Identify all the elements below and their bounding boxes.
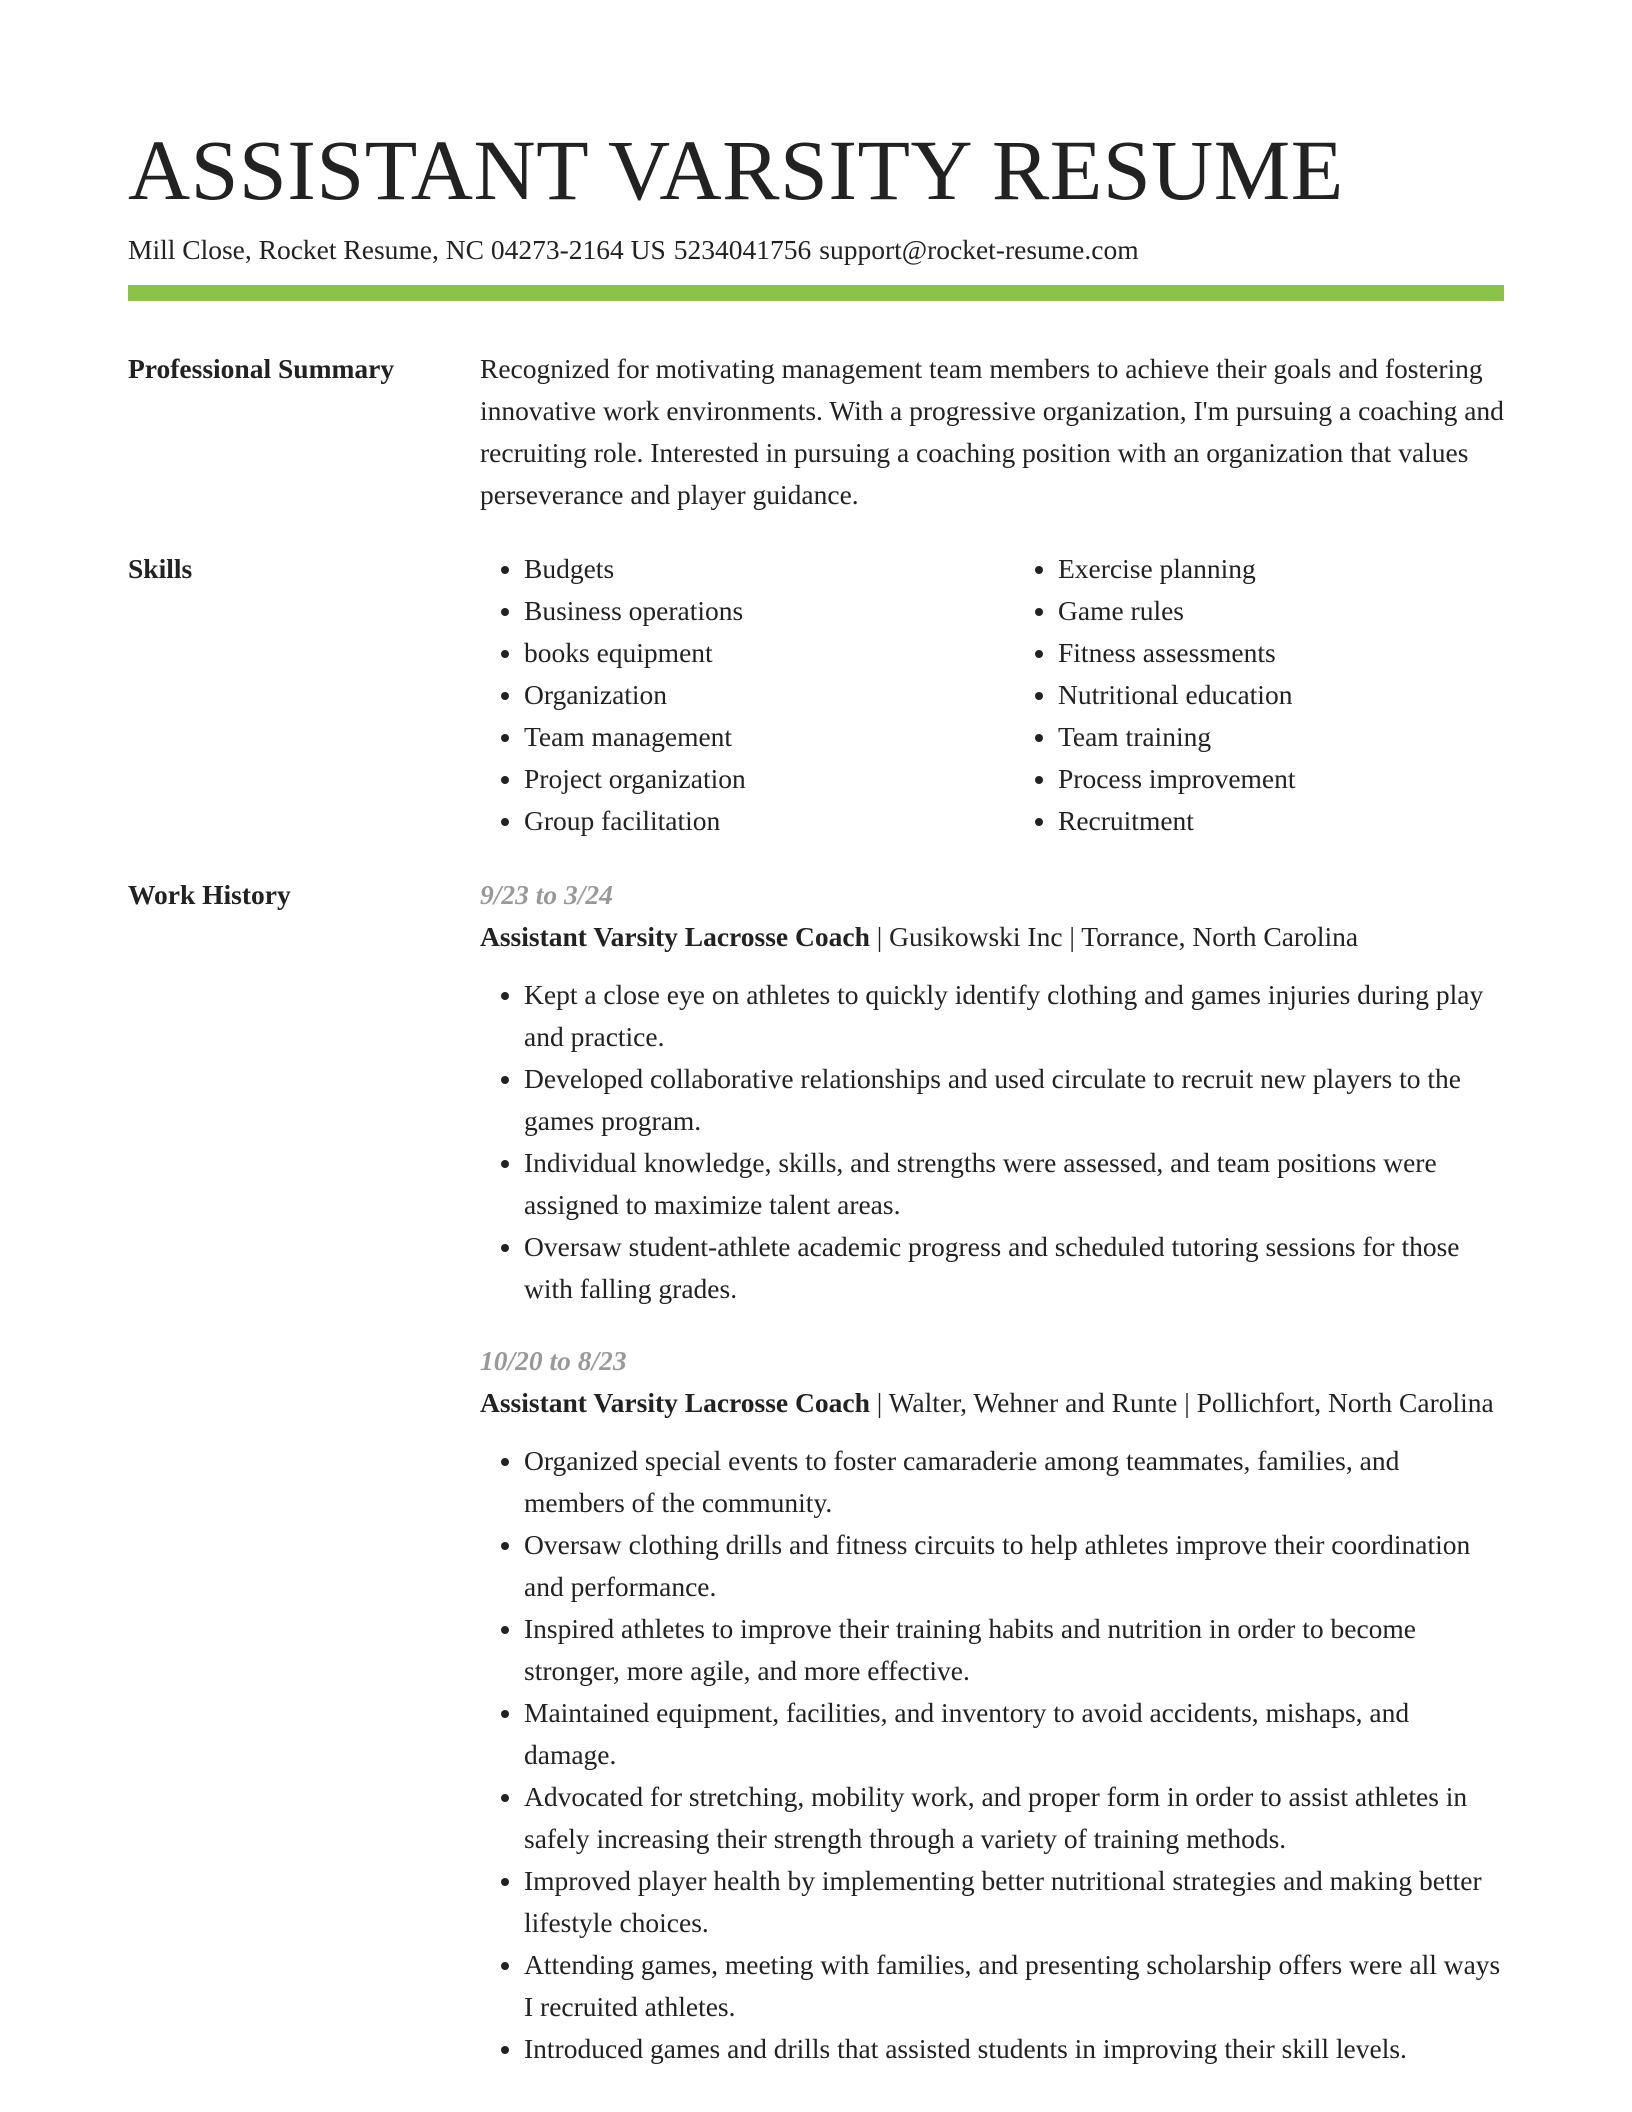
skill-item: • Organization	[524, 674, 970, 716]
job-title: Assistant Varsity Lacrosse Coach	[480, 921, 870, 952]
duty-item: • Inspired athletes to improve their training habits and nutrition in order to become stronger, more agile, and more effective.	[524, 1608, 1504, 1692]
duty-item: • Attending games, meeting with families, and presenting scholarship offers were all ways I recruited athletes.	[524, 1944, 1504, 2028]
skill-item: • Business operations	[524, 590, 970, 632]
skill-item: • Recruitment	[1058, 800, 1504, 842]
skills-list-left	[480, 548, 970, 842]
resume-title: ASSISTANT VARSITY RESUME	[128, 122, 1344, 218]
skill-item: • Team training	[1058, 716, 1504, 758]
skill-item: • Process improvement	[1058, 758, 1504, 800]
job-heading	[480, 916, 1504, 958]
duty-item: • Oversaw student-athlete academic progress and scheduled tutoring sessions for those with falling grades.	[524, 1226, 1504, 1310]
summary-body	[480, 348, 1504, 516]
duty-item: • Advocated for stretching, mobility work, and proper form in order to assist athletes in safely increasing their strength through a variety of training methods.	[524, 1776, 1504, 1860]
duty-item: • Maintained equipment, facilities, and inventory to avoid accidents, mishaps, and damage.	[524, 1692, 1504, 1776]
skill-item: • Group facilitation	[524, 800, 970, 842]
job-duties	[480, 974, 1504, 1310]
job-entry	[480, 1340, 1504, 2070]
skills-heading: Skills	[128, 553, 193, 584]
skill-item: • Budgets	[524, 548, 970, 590]
skill-item: • books equipment	[524, 632, 970, 674]
duty-item: • Kept a close eye on athletes to quickly identify clothing and games injuries during play and practice.	[524, 974, 1504, 1058]
summary-heading: Professional Summary	[128, 353, 395, 384]
work-heading: Work History	[128, 879, 291, 910]
job-title: Assistant Varsity Lacrosse Coach	[480, 1387, 870, 1418]
skill-item: • Team management	[524, 716, 970, 758]
duty-item: • Introduced games and drills that assisted students in improving their skill levels.	[524, 2028, 1504, 2070]
job-details: | Walter, Wehner and Runte | Pollichfort, North Carolina	[869, 1387, 1494, 1418]
skill-item: • Exercise planning	[1058, 548, 1504, 590]
skill-item: • Fitness assessments	[1058, 632, 1504, 674]
skills-body	[480, 548, 1504, 842]
contact-phone: 5234041756	[673, 234, 812, 265]
duty-item: • Oversaw clothing drills and fitness circuits to help athletes improve their coordination and performance.	[524, 1524, 1504, 1608]
duty-item: • Developed collaborative relationships and used circulate to recruit new players to the games program.	[524, 1058, 1504, 1142]
job-duties	[480, 1440, 1504, 2070]
duty-item: • Improved player health by implementing better nutritional strategies and making better lifestyle choices.	[524, 1860, 1504, 1944]
duty-item: • Individual knowledge, skills, and strengths were assessed, and team positions were assigned to maximize talent areas.	[524, 1142, 1504, 1226]
work-body	[480, 874, 1504, 2070]
job-details: | Gusikowski Inc | Torrance, North Carolina	[869, 921, 1359, 952]
summary-text: Recognized for motivating management team members to achieve their goals and fostering innovative work environments. With a progressive organization, I'm pursuing a coaching and recruiting role. Interested in pursuing a coaching position with an organization that values perseverance and player guidance.	[480, 353, 1504, 510]
contact-line	[128, 232, 1139, 268]
contact-email[interactable]: support@rocket-resume.com	[819, 234, 1139, 265]
skills-list-right	[1014, 548, 1504, 842]
job-heading	[480, 1382, 1504, 1424]
duty-item: • Organized special events to foster camaraderie among teammates, families, and members of the community.	[524, 1440, 1504, 1524]
contact-address: Mill Close, Rocket Resume, NC 04273-2164 US	[128, 234, 666, 265]
job-dates: 10/20 to 8/23	[480, 1345, 627, 1376]
job-entry	[480, 874, 1504, 1310]
header-accent-rule	[128, 285, 1504, 301]
skill-item: • Project organization	[524, 758, 970, 800]
job-dates: 9/23 to 3/24	[480, 879, 613, 910]
skill-item: • Game rules	[1058, 590, 1504, 632]
skill-item: • Nutritional education	[1058, 674, 1504, 716]
